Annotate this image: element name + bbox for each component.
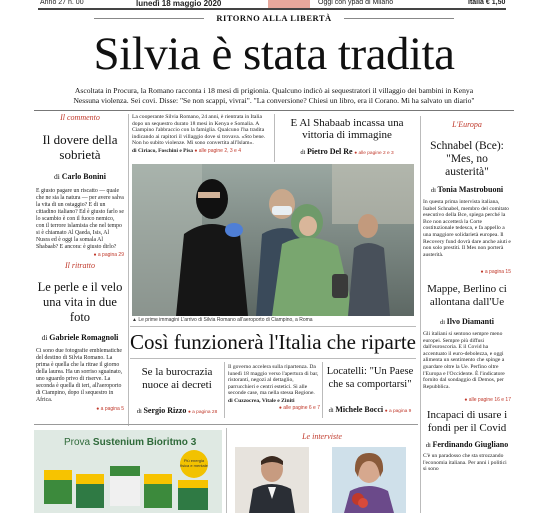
comment-byline: di Carlo Bonini [54,172,106,181]
ad-product-boxes [34,430,222,513]
red-block [268,0,310,8]
europe-body: In questa prima intervista italiana, Isabel Schnabel, membro del comitato esecutivo della Bce, spiega perché la Bce non accetterà la Corte costituzionale tedesca, e fa appello a una maggiore solidarietà europea. Il Recovery fund dovrà dare anche aiuti e non solo prestiti. Il Mes non porterà austerità. [423,199,511,258]
lower-rule [34,424,418,425]
substory-2-byline: di Cuzzocrea, Vitale e Ziniti [228,397,295,404]
comment-title[interactable]: Il dovere della sobrietà [42,132,118,162]
portrait-byline: di Gabriele Romagnoli [41,333,119,342]
woman-portrait-icon [332,447,406,513]
europe-byline: di Tonia Mastrobuoni [430,185,504,194]
ad-badge: Più energia fisica e mentale [180,450,208,478]
section-rule [34,110,514,111]
top-strip [38,0,506,8]
maps-title[interactable]: Mappe, Berlino ci allontana dall'Ue [427,283,507,308]
main-headline[interactable]: Silvia è stata tradita [93,28,455,80]
photo-caption: ▲ Le prime immagini L'arrivo di Silvia Romano all'aeroporto di Ciampino, a Roma [132,317,313,323]
center-intro-byline: di Ciriaco, Foschini e Pisa ● alle pagine 2, 3 e 4 [132,147,242,154]
center-intro: La cooperante Silvia Romano, 24 anni, è rientrata in Italia dopo un sequestro durato 18 mesi in Kenya e Somalia. A Ciampino l'abbraccio con la famiglia. Qualcuno l'ha tradita indicando ai rapitori il villaggio dove si trovava. «Sto bene. Non ho subito violenze. Mi sono convertita all'Islam». di Ciriaco, Foschini e Pisa ● alle pagine 2, 3 e 4 [132,114,270,155]
kicker: RITORNO ALLA LIBERTÀ [216,13,332,23]
side-story-byline: di Pietro Del Re ● alle pagine 2 e 3 [300,147,394,156]
substory-3-byline: di Michele Bocci ● a pagina 9 [328,405,412,414]
center-rule-2 [130,358,416,359]
advertisement[interactable] [34,430,222,513]
deck-line-2: Nessuna violenza. Sei covi. Disse: "Se non scappi, vivrai". "La conversione? Chiesi un libro, era il Corano. Mi ha salvato un diario" [73,96,475,105]
side-story [278,117,416,156]
issue-info: Anno 27 n. 00 [40,0,84,6]
portrait-label: Il ritratto [64,261,95,270]
right-column [423,120,511,473]
center-top-divider [274,114,275,162]
side-story-title[interactable]: E Al Shabaab incassa una vittoria di immagine [290,117,404,141]
interviews-label: Le interviste [302,432,342,441]
europe-page-ref[interactable]: ● a pagina 15 [480,269,511,275]
left-col-divider [128,114,129,426]
europe-title[interactable]: Schnabel (Bce): "Mes, no austerità" [430,140,504,178]
portrait-author: Gabriele Romagnoli [49,333,119,342]
center-rule [130,326,416,327]
funds-body: C'è un paradosso che sta strozzando l'economia italiana. Per anni i politici si sono [423,453,507,473]
interview-photo-2[interactable] [332,447,406,513]
comment-label: Il commento [60,113,100,122]
comment-author: Carlo Bonini [61,172,106,181]
funds-title[interactable]: Incapaci di usare i fondi per il Covid [426,409,508,434]
substory-1-byline: di Sergio Rizzo ● a pagina 28 [136,406,218,415]
date: lunedì 18 maggio 2020 [136,0,222,8]
ad-headline: Prova Sustenium Bioritmo 3 [64,437,197,448]
maps-byline: di Ilvo Diamanti [439,317,495,326]
man-portrait-icon [235,447,309,513]
europe-label: L'Europa [452,120,482,129]
second-headline[interactable]: Così funzionerà l'Italia che riparte [130,330,416,354]
maps-page-ref[interactable]: ● alle pagine 16 e 17 [464,397,511,403]
interview-photo-1[interactable] [235,447,309,513]
ad-divider [226,428,227,513]
top-rule [38,8,506,10]
sub-divider-1 [224,362,225,418]
comment-body: È giusto pagare un riscatto — quale che ne sia la natura — per avere salva la vita di un ostaggio? E di un cittadino italiano? Ed è giusto farlo se lo scambio è con il fuoco nemico, con il terrore islamista che nel tempo si è chiamato Al Qaeda, Isis, Al Nusra ed è oggi la somala Al Shabaab? E ancora: è giusto dirlo? [36,188,124,250]
comment-page-ref[interactable]: ● a pagina 29 [93,252,124,258]
promo-strip: Oggi con ypad di Milano [318,0,394,6]
left-column [36,113,124,412]
substory-3 [324,366,416,414]
substory-1-title[interactable]: Se la burocrazia nuoce ai decreti [141,366,213,391]
sub-divider-2 [322,362,323,418]
portrait-title[interactable]: Le perle e il velo una vita in due foto [37,280,123,324]
deck-line-1: Ascoltata in Procura, la Romano racconta i 18 mesi di prigionia. Qualcuno indicò ai sequestratori il villaggio dei bambini in Kenya [74,86,474,95]
substory-3-title[interactable]: Locatelli: "Un Paese che sa comportarsi" [326,366,414,390]
maps-body: Gli italiani si sentono sempre meno europei. Sempre più diffusi dall'euroscoria. E il Covid ha accentuato il euro-debolezza, e oggi alimenta un sentimento che spinge a guardare oltre la Ue. Perfino oltre l'Europa e l'Occidente. È l'indicatore fornito dal sondaggio di Demos, per Repubblica. [423,331,505,390]
funds-byline: di Ferdinando Giugliano [425,440,509,449]
substory-1 [134,366,220,415]
cover-photo[interactable] [132,164,414,316]
price: Italia € 1,50 [468,0,506,6]
substory-2: Il governo accelera sulla ripartenza. Da lunedì 18 maggio verso l'apertura di bar, ristoranti, negozi al dettaglio, parrucchieri e centri estetici. Si alle seconde case, ma nella stessa Regione. di Cuzzocrea, Vitale e Ziniti ● alle pagine 6 e 7 [228,364,320,411]
portrait-body: Ci sono due fotografie emblematiche del destino di Silvia Romano. La prima è quella che la ritrae il giorno della laurea. Ha un sorriso sguainato, uno sguardo privo di riserve. La seconda è quella di ieri, all'aeroporto di Ciampino, dopo il sequestro in Africa. [36,348,123,403]
cover-photo-illustration [132,164,414,316]
portrait-page-ref[interactable]: ● a pagina 5 [96,406,124,412]
headline-deck [36,86,512,106]
